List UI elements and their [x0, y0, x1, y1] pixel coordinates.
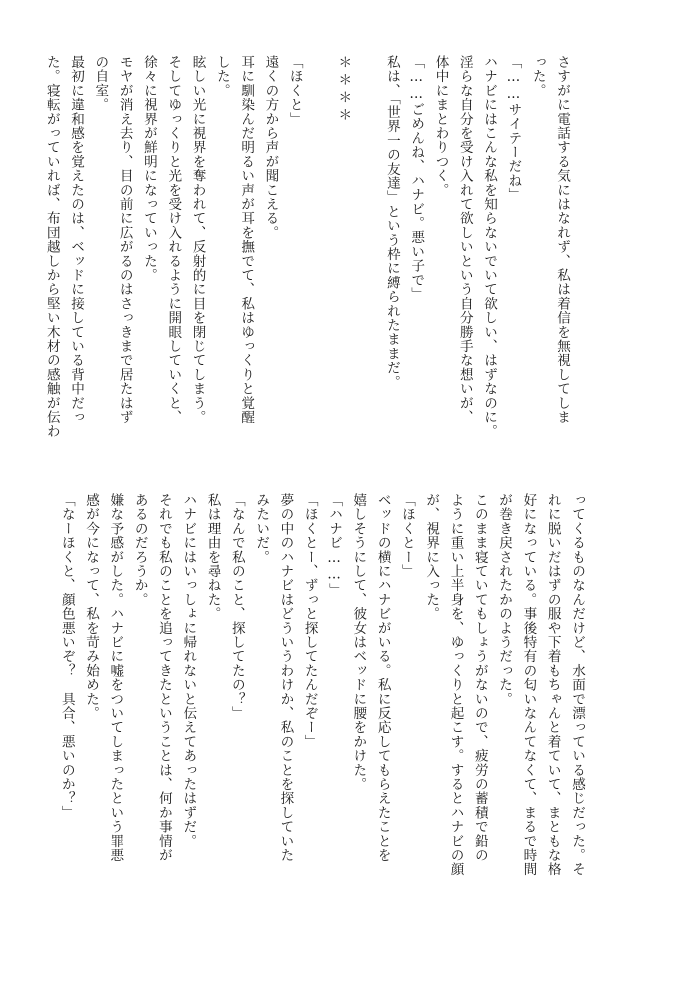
text-line: 遠くの方から声が聞こえる。 [262, 55, 279, 240]
text-block-lower [58, 493, 589, 913]
text-line: 私は理由を尋ねた。 [204, 493, 221, 621]
text-line: 耳に馴染んだ明るい声が耳を撫でて、私はゆっくりと覚醒 [238, 55, 255, 425]
text-line: 徐々に視界が鮮明になっていった。 [140, 55, 157, 283]
text-line: ベッドの横にハナビがいる。私に反応してもらえたことを [374, 493, 391, 863]
text-line: 体中にまとわりつく。 [432, 55, 449, 197]
text-line: 「ほくとー」 [398, 493, 415, 579]
text-line: った。 [529, 55, 546, 98]
text-line: ハナビにはこんな私を知らないでいて欲しい、はずなのに。 [481, 55, 498, 439]
text-line: した。 [213, 55, 230, 98]
text-line: 嬉しそうにして、彼女はベッドに腰をかけた。 [350, 493, 367, 792]
text-line: ってくるものなんだけど、水面で漂っている感じだった。そ [569, 493, 585, 877]
text-line: 感が今になって、私を苛み始めた。 [83, 493, 100, 721]
text-line: た。寝転がっていれば、布団越しから堅い木材の感触が伝わ [43, 55, 60, 439]
text-line: モヤが消え去り、目の前に広がるのはさっきまで居たはず [116, 55, 133, 425]
text-line: が巻き戻されたかのようだった。 [496, 493, 513, 706]
text-line: ハナビにはいっしょに帰れないと伝えてあったはずだ。 [180, 493, 197, 848]
text-line: 「ハナビ……」 [326, 493, 343, 598]
text-line: 「……ごめんね、ハナビ。悪い子で」 [408, 55, 425, 302]
text-line: さすがに電話する気にはなれず、私は着信を無視してしま [554, 55, 570, 425]
text-line: 最初に違和感を覚えたのは、ベッドに接している背中だっ [68, 55, 85, 425]
text-line: 「なーほくと、顔色悪いぞ？ 具合、悪いのか？」 [58, 493, 75, 820]
text-line: れに脱いだはずの服や下着もちゃんと着ていて、まともな格 [544, 493, 561, 877]
blank-line [307, 55, 331, 475]
text-line: あるのだろうか。 [131, 493, 148, 607]
text-line: 好になっている。事後特有の匂いなんてなくて、まるで時間 [520, 493, 537, 877]
text-line: 「ほくと」 [286, 55, 303, 126]
text-block-upper [43, 55, 574, 475]
text-line: が、視界に入った。 [423, 493, 440, 621]
text-line: 「なんで私のこと、探してたの？」 [228, 493, 245, 721]
section-break: ＊＊＊＊ [335, 55, 352, 126]
text-line: このまま寝ていてもしょうがないので、疲労の蓄積で鉛の [471, 493, 488, 863]
text-line: 眩しい光に視界を奪われて、反射的に目を閉じてしまう。 [189, 55, 206, 425]
text-line: そしてゆっくりと光を受け入れるように開眼していくと、 [165, 55, 182, 425]
text-line: 嫌な予感がした。ハナビに嘘をついてしまったという罪悪 [107, 493, 124, 863]
text-line: それでも私のことを追ってきたということは、何か事情が [155, 493, 172, 863]
text-line: 「……サイテーだね」 [505, 55, 522, 202]
blank-line [355, 55, 379, 475]
text-line: の自室。 [92, 55, 109, 112]
text-line: みたいだ。 [253, 493, 270, 564]
text-line: 夢の中のハナビはどういうわけか、私のことを探していた [277, 493, 294, 863]
text-line: ように重い上半身を、ゆっくりと起こす。するとハナビの顔 [447, 493, 464, 877]
text-line: 私は、「世界一の友達」という枠に縛られたままだ。 [383, 55, 400, 389]
text-line: 淫らな自分を受け入れて欲しいという自分勝手な想いが、 [456, 55, 473, 425]
text-line: 「ほくとー、ずっと探してたんだぞー」 [301, 493, 318, 749]
